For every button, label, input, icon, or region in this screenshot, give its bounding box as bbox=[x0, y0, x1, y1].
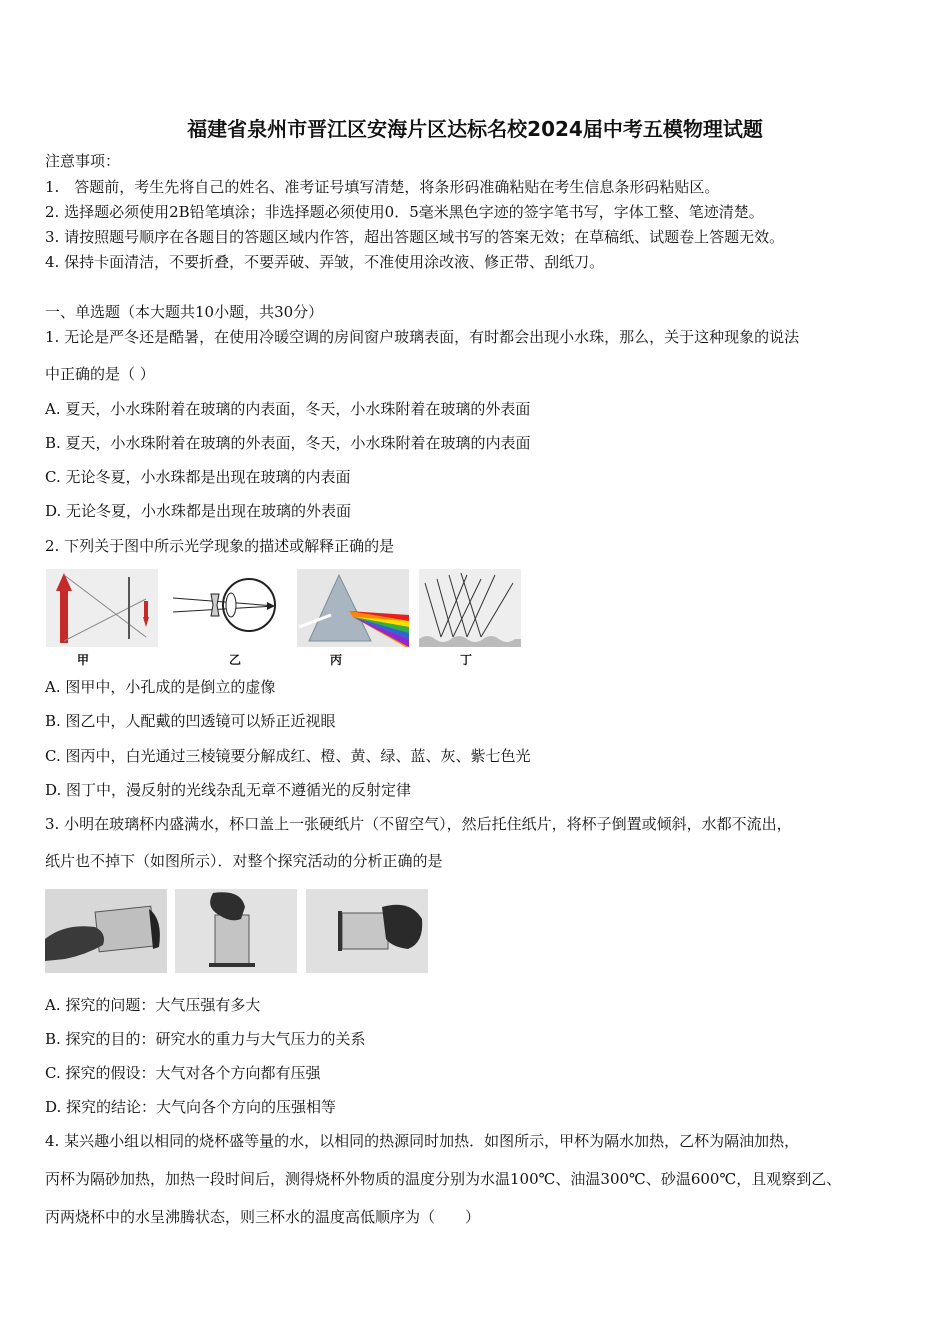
question-3-stem-cont: 纸片也不掉下（如图所示）．对整个探究活动的分析正确的是 bbox=[45, 852, 443, 870]
page-title: 福建省泉州市晋江区安海片区达标名校2024届中考五模物理试题 bbox=[187, 117, 763, 141]
figure-prism bbox=[297, 569, 409, 647]
notice-item: 1. 答题前，考生先将自己的姓名、准考证号填写清楚，将条形码准确粘贴在考生信息条形码粘贴区。 bbox=[45, 178, 720, 196]
figure-caption: 乙 bbox=[229, 653, 242, 667]
question-1-option-c: C. 无论冬夏，小水珠都是出现在玻璃的内表面 bbox=[45, 468, 351, 486]
notice-item: 4. 保持卡面清洁，不要折叠，不要弄破、弄皱，不准使用涂改液、修正带、刮纸刀。 bbox=[45, 253, 605, 271]
photo-glass-inverted bbox=[175, 889, 297, 973]
photo-glass-tilted bbox=[45, 889, 167, 973]
figure-caption: 丙 bbox=[330, 653, 343, 667]
figure-diffuse-reflection bbox=[419, 569, 521, 647]
question-2-option-a: A. 图甲中，小孔成的是倒立的虚像 bbox=[45, 678, 276, 696]
question-2-option-d: D. 图丁中，漫反射的光线杂乱无章不遵循光的反射定律 bbox=[45, 781, 412, 799]
figure-eye-lens bbox=[171, 576, 281, 634]
photo-glass-sideways bbox=[306, 889, 428, 973]
figure-pinhole bbox=[46, 569, 158, 647]
notice-item: 2. 选择题必须使用2B铅笔填涂；非选择题必须使用0．5毫米黑色字迹的签字笔书写，字体工整、笔迹清楚。 bbox=[45, 203, 764, 221]
question-1-option-b: B. 夏天，小水珠附着在玻璃的外表面，冬天，小水珠附着在玻璃的内表面 bbox=[45, 434, 531, 452]
question-1-stem-cont: 中正确的是（ ） bbox=[45, 365, 155, 383]
question-1-option-d: D. 无论冬夏，小水珠都是出现在玻璃的外表面 bbox=[45, 502, 352, 520]
question-3-stem: 3. 小明在玻璃杯内盛满水，杯口盖上一张硬纸片（不留空气），然后托住纸片，将杯子倒置或倾斜，水都不流出， bbox=[45, 815, 792, 833]
question-4-stem-cont: 丙杯为隔砂加热，加热一段时间后，测得烧杯外物质的温度分别为水温100℃、油温300℃、砂温600℃，且观察到乙、 bbox=[45, 1170, 842, 1188]
notice-heading: 注意事项： bbox=[45, 152, 121, 170]
question-2-stem: 2. 下列关于图中所示光学现象的描述或解释正确的是 bbox=[45, 537, 395, 555]
question-3-option-d: D. 探究的结论：大气向各个方向的压强相等 bbox=[45, 1098, 337, 1116]
notice-item: 3. 请按照题号顺序在各题目的答题区域内作答，超出答题区域书写的答案无效；在草稿纸、试题卷上答题无效。 bbox=[45, 228, 785, 246]
section-heading: 一、单选题（本大题共10小题，共30分） bbox=[45, 303, 324, 321]
figure-caption: 甲 bbox=[77, 653, 90, 667]
question-1-stem: 1. 无论是严冬还是酷暑，在使用冷暖空调的房间窗户玻璃表面，有时都会出现小水珠，那么，关于这种现象的说法 bbox=[45, 328, 800, 346]
question-3-option-c: C. 探究的假设：大气对各个方向都有压强 bbox=[45, 1064, 321, 1082]
question-4-stem-cont: 丙两烧杯中的水呈沸腾状态，则三杯水的温度高低顺序为（ ） bbox=[45, 1208, 481, 1226]
figure-caption: 丁 bbox=[460, 653, 473, 667]
question-3-option-a: A. 探究的问题：大气压强有多大 bbox=[45, 996, 261, 1014]
question-4-stem: 4. 某兴趣小组以相同的烧杯盛等量的水，以相同的热源同时加热．如图所示，甲杯为隔水加热，乙杯为隔油加热， bbox=[45, 1132, 800, 1150]
question-3-option-b: B. 探究的目的：研究水的重力与大气压力的关系 bbox=[45, 1030, 366, 1048]
question-1-option-a: A. 夏天，小水珠附着在玻璃的内表面，冬天，小水珠附着在玻璃的外表面 bbox=[45, 400, 531, 418]
question-2-option-b: B. 图乙中，人配戴的凹透镜可以矫正近视眼 bbox=[45, 712, 336, 730]
question-2-option-c: C. 图丙中，白光通过三棱镜要分解成红、橙、黄、绿、蓝、灰、紫七色光 bbox=[45, 747, 531, 765]
